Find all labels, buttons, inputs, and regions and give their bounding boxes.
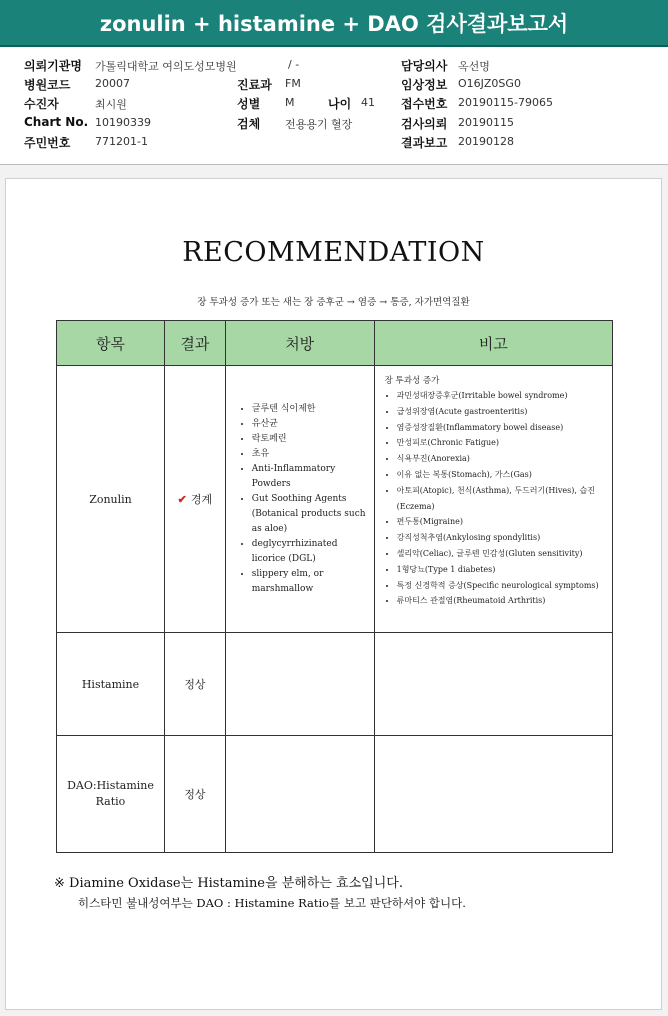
hospital-code-value: 20007 bbox=[95, 77, 130, 90]
prescription-cell bbox=[225, 736, 374, 853]
column-header-result: 결과 bbox=[164, 321, 225, 366]
request-date-value: 20190115 bbox=[458, 116, 514, 129]
list-item: • 특정 신경학적 증상(Specific neurological symptoms) bbox=[397, 578, 608, 594]
clinical-info-value: O16JZ0SG0 bbox=[458, 77, 521, 90]
patient-info-panel bbox=[0, 48, 668, 165]
report-title: zonulin + histamine + DAO 검사결과보고서 bbox=[99, 11, 569, 36]
result-cell: 정상 bbox=[164, 736, 225, 853]
patient-label: 수진자 bbox=[24, 97, 59, 111]
list-item: • 글루텐 식이제한 bbox=[252, 402, 370, 417]
item-cell: DAO:Histamine Ratio bbox=[57, 736, 165, 853]
sex-label: 성별 bbox=[237, 97, 261, 111]
list-item: • 강직성척추염(Ankylosing spondylitis) bbox=[397, 530, 608, 546]
doctor-value: 옥선명 bbox=[458, 60, 490, 73]
note-cell bbox=[374, 366, 612, 633]
resident-no-label: 주민번호 bbox=[24, 136, 71, 150]
list-item: • 편두통(Migraine) bbox=[397, 514, 608, 530]
hospital-code-label: 병원코드 bbox=[24, 78, 71, 92]
report-title-bar bbox=[0, 0, 668, 47]
list-item: • slippery elm, or marshmallow bbox=[252, 567, 370, 597]
receipt-no-label: 접수번호 bbox=[401, 97, 448, 111]
list-item: • 유산균 bbox=[252, 417, 370, 432]
table-header-row bbox=[57, 321, 613, 366]
item-cell: Zonulin bbox=[57, 366, 165, 633]
age-label: 나이 bbox=[328, 97, 352, 111]
footnote-line-1: ※ Diamine Oxidase는 Histamine을 분해하는 효소입니다. bbox=[54, 876, 403, 891]
specimen-value: 전용용기 혈장 bbox=[285, 118, 353, 131]
age-value: 41 bbox=[361, 96, 375, 109]
resident-no-value: 771201-1 bbox=[95, 135, 148, 148]
request-date-label: 검사의뢰 bbox=[401, 117, 448, 131]
specimen-label: 검체 bbox=[237, 117, 261, 131]
result-value: 경계 bbox=[190, 493, 213, 506]
note-list bbox=[375, 388, 612, 613]
report-date-label: 결과보고 bbox=[401, 136, 448, 150]
note-cell bbox=[374, 633, 612, 736]
prescription-list bbox=[226, 402, 374, 597]
check-icon: ✔ bbox=[177, 493, 187, 506]
institution-label: 의뢰기관명 bbox=[24, 59, 82, 73]
note-title: 장 투과성 증가 bbox=[384, 376, 440, 386]
list-item: • 셀리악(Celiac), 글루텐 민감성(Gluten sensitivity) bbox=[397, 546, 608, 562]
list-item: • 염증성장질환(Inflammatory bowel disease) bbox=[397, 420, 608, 436]
list-item: • 초유 bbox=[252, 447, 370, 462]
recommendation-title: RECOMMENDATION bbox=[182, 237, 485, 268]
list-item: • Gut Soothing Agents (Botanical products such as aloe) bbox=[252, 492, 370, 537]
footnote-line-2: 히스타민 불내성여부는 DAO : Histamine Ratio를 보고 판단하셔야 합니다. bbox=[78, 896, 466, 910]
table-row-zonulin bbox=[57, 366, 613, 633]
institution-value: 가톨릭대학교 여의도성모병원 bbox=[95, 60, 237, 73]
list-item: • 과민성대장증후군(Irritable bowel syndrome) bbox=[397, 388, 608, 404]
list-item: • 류마티스 관절염(Rheumatoid Arthritis) bbox=[397, 593, 608, 609]
chart-no-label: Chart No. bbox=[24, 115, 89, 129]
recommendation-sheet bbox=[5, 178, 662, 1010]
result-cell: 정상 bbox=[164, 633, 225, 736]
list-item: • 식욕부진(Anorexia) bbox=[397, 451, 608, 467]
list-item: • 락토페린 bbox=[252, 432, 370, 447]
list-item: • Anti-Inflammatory Powders bbox=[252, 462, 370, 492]
dept-label: 진료과 bbox=[237, 78, 272, 92]
chart-no-value: 10190339 bbox=[95, 116, 151, 129]
table-row-dao-ratio bbox=[57, 736, 613, 853]
dept-value: FM bbox=[285, 77, 301, 90]
patient-value: 최시원 bbox=[95, 98, 127, 111]
list-item: • 아토피(Atopic), 천식(Asthma), 두드러기(Hives), 습진(Eczema) bbox=[397, 483, 608, 515]
item-cell: Histamine bbox=[57, 633, 165, 736]
column-header-prescription: 처방 bbox=[225, 321, 374, 366]
list-item: • 1형당뇨(Type 1 diabetes) bbox=[397, 562, 608, 578]
list-item: • 만성피로(Chronic Fatigue) bbox=[397, 435, 608, 451]
report-date-value: 20190128 bbox=[458, 135, 514, 148]
list-item: • 이유 없는 복통(Stomach), 가스(Gas) bbox=[397, 467, 608, 483]
list-item: • deglycyrrhizinated licorice (DGL) bbox=[252, 537, 370, 567]
receipt-no-value: 20190115-79065 bbox=[458, 96, 553, 109]
result-cell bbox=[164, 366, 225, 633]
sex-value: M bbox=[285, 96, 295, 109]
clinical-info-label: 임상정보 bbox=[401, 78, 448, 92]
table-row-histamine bbox=[57, 633, 613, 736]
recommendation-subtitle: 장 투과성 증가 또는 새는 장 증후군 → 염증 → 통증, 자가면역질환 bbox=[197, 297, 470, 308]
note-cell bbox=[374, 736, 612, 853]
list-item: • 급성위장염(Acute gastroenteritis) bbox=[397, 404, 608, 420]
ward-value: / - bbox=[288, 58, 300, 71]
recommendation-table bbox=[56, 320, 613, 853]
prescription-cell bbox=[225, 633, 374, 736]
column-header-item: 항목 bbox=[57, 321, 165, 366]
prescription-cell bbox=[225, 366, 374, 633]
column-header-note: 비고 bbox=[374, 321, 612, 366]
doctor-label: 담당의사 bbox=[401, 59, 448, 73]
